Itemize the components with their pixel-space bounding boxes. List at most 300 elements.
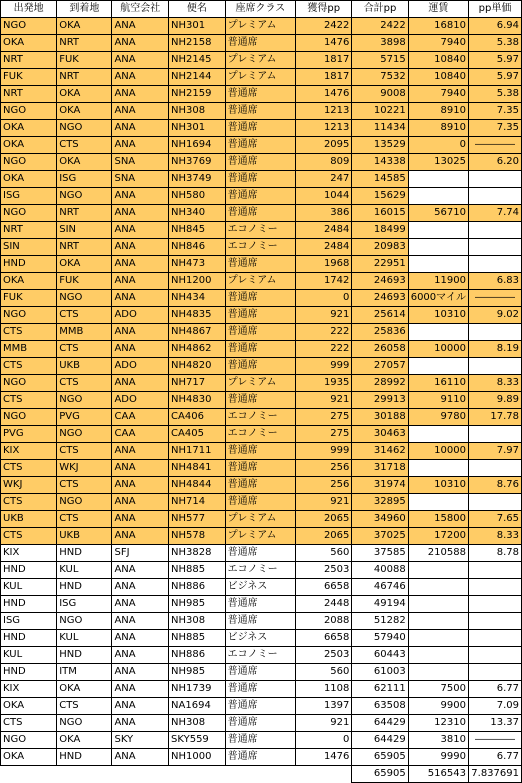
cell-earned-pp: 921 (296, 392, 352, 409)
table-row (1, 528, 522, 545)
cell-seat-class: 普通席 (225, 103, 295, 120)
cell-seat-class: 普通席 (225, 205, 295, 222)
table-row (1, 715, 522, 732)
cell-total-pp: 46746 (352, 579, 408, 596)
table-row (1, 630, 522, 647)
table-row (1, 664, 522, 681)
cell-fare: 7940 (408, 35, 468, 52)
cell-pp-unit-price (468, 222, 521, 239)
cell-fare (408, 171, 468, 188)
cell-seat-class: 普通席 (225, 732, 295, 749)
cell-airline: ANA (112, 239, 169, 256)
cell-flight-number: NH577 (169, 511, 226, 528)
cell-fare: 16810 (408, 18, 468, 35)
cell-fare: 13025 (408, 154, 468, 171)
cell-flight-number: NH985 (169, 596, 226, 613)
cell-origin: MMB (1, 341, 57, 358)
table-row (1, 256, 522, 273)
cell-flight-number: NH717 (169, 375, 226, 392)
cell-flight-number: NH4841 (169, 460, 226, 477)
cell-destination: NGO (57, 494, 112, 511)
cell-airline: ANA (112, 290, 169, 307)
cell-origin: ISG (1, 613, 57, 630)
cell-flight-number: NH3769 (169, 154, 226, 171)
cell-airline: ANA (112, 18, 169, 35)
cell-total-pp: 2422 (352, 18, 408, 35)
cell-earned-pp: 1935 (296, 375, 352, 392)
cell-flight-number: NH308 (169, 103, 226, 120)
blank-cell (225, 766, 295, 783)
cell-airline: ANA (112, 664, 169, 681)
cell-destination: NRT (57, 239, 112, 256)
cell-destination: UKB (57, 358, 112, 375)
cell-pp-unit-price (468, 494, 521, 511)
cell-pp-unit-price: ―――― (468, 732, 521, 749)
cell-airline: SFJ (112, 545, 169, 562)
cell-total-pp: 3898 (352, 35, 408, 52)
cell-origin: NGO (1, 154, 57, 171)
cell-seat-class: エコノミー (225, 239, 295, 256)
cell-origin: OKA (1, 749, 57, 766)
cell-flight-number: NH2158 (169, 35, 226, 52)
cell-fare (408, 664, 468, 681)
cell-origin: NGO (1, 205, 57, 222)
cell-flight-number: NH1694 (169, 137, 226, 154)
cell-earned-pp: 2503 (296, 647, 352, 664)
cell-earned-pp: 2065 (296, 511, 352, 528)
cell-fare (408, 222, 468, 239)
cell-total-pp: 65905 (352, 749, 408, 766)
cell-origin: NGO (1, 375, 57, 392)
cell-total-pp: 15629 (352, 188, 408, 205)
cell-seat-class: ビジネス (225, 579, 295, 596)
cell-destination: HND (57, 579, 112, 596)
cell-fare: 8910 (408, 120, 468, 137)
cell-origin: OKA (1, 120, 57, 137)
cell-earned-pp: 999 (296, 443, 352, 460)
cell-destination: KUL (57, 630, 112, 647)
total-pp-unit-price: 7.837691 (468, 766, 521, 783)
cell-earned-pp: 256 (296, 477, 352, 494)
table-row (1, 477, 522, 494)
cell-total-pp: 14338 (352, 154, 408, 171)
cell-total-pp: 26058 (352, 341, 408, 358)
cell-pp-unit-price (468, 239, 521, 256)
table-row (1, 392, 522, 409)
blank-cell (169, 766, 226, 783)
cell-earned-pp: 1742 (296, 273, 352, 290)
cell-origin: NGO (1, 732, 57, 749)
cell-airline: ADO (112, 358, 169, 375)
cell-destination: HND (57, 749, 112, 766)
cell-fare: 6000マイル (408, 290, 468, 307)
cell-fare (408, 596, 468, 613)
table-row (1, 222, 522, 239)
cell-pp-unit-price: 5.38 (468, 86, 521, 103)
cell-pp-unit-price: 5.97 (468, 52, 521, 69)
cell-total-pp: 9008 (352, 86, 408, 103)
cell-airline: ANA (112, 698, 169, 715)
table-row (1, 52, 522, 69)
cell-origin: NGO (1, 18, 57, 35)
cell-fare: 16110 (408, 375, 468, 392)
cell-total-pp: 5715 (352, 52, 408, 69)
cell-origin: FUK (1, 69, 57, 86)
cell-earned-pp: 2095 (296, 137, 352, 154)
cell-fare: 10840 (408, 69, 468, 86)
cell-seat-class: 普通席 (225, 86, 295, 103)
cell-total-pp: 16015 (352, 205, 408, 222)
cell-destination: OKA (57, 86, 112, 103)
cell-origin: KIX (1, 681, 57, 698)
cell-earned-pp: 2503 (296, 562, 352, 579)
cell-fare: 10000 (408, 443, 468, 460)
cell-total-pp: 61003 (352, 664, 408, 681)
cell-earned-pp: 1817 (296, 52, 352, 69)
cell-destination: NRT (57, 205, 112, 222)
cell-earned-pp: 560 (296, 545, 352, 562)
table-row (1, 494, 522, 511)
cell-flight-number: NH473 (169, 256, 226, 273)
cell-airline: ANA (112, 222, 169, 239)
cell-destination: NGO (57, 426, 112, 443)
cell-destination: OKA (57, 18, 112, 35)
table-row (1, 154, 522, 171)
cell-destination: NGO (57, 290, 112, 307)
cell-origin: KUL (1, 647, 57, 664)
cell-seat-class: プレミアム (225, 52, 295, 69)
cell-pp-unit-price: 9.02 (468, 307, 521, 324)
cell-destination: CTS (57, 511, 112, 528)
cell-seat-class: ビジネス (225, 630, 295, 647)
cell-earned-pp: 1044 (296, 188, 352, 205)
cell-origin: HND (1, 562, 57, 579)
cell-seat-class: 普通席 (225, 35, 295, 52)
cell-airline: ANA (112, 681, 169, 698)
cell-fare: 11900 (408, 273, 468, 290)
column-header-earned-pp: 獲得pp (296, 1, 352, 18)
table-row (1, 732, 522, 749)
cell-earned-pp: 2065 (296, 528, 352, 545)
cell-origin: UKB (1, 511, 57, 528)
cell-earned-pp: 275 (296, 426, 352, 443)
cell-origin: HND (1, 630, 57, 647)
cell-total-pp: 34960 (352, 511, 408, 528)
cell-pp-unit-price: 5.38 (468, 35, 521, 52)
table-row (1, 171, 522, 188)
cell-flight-number: NH886 (169, 647, 226, 664)
cell-airline: ANA (112, 477, 169, 494)
cell-origin: CTS (1, 358, 57, 375)
cell-airline: ANA (112, 86, 169, 103)
cell-airline: ANA (112, 511, 169, 528)
cell-total-pp: 27057 (352, 358, 408, 375)
cell-destination: CTS (57, 307, 112, 324)
cell-airline: SNA (112, 171, 169, 188)
cell-earned-pp: 2484 (296, 222, 352, 239)
cell-fare: 9990 (408, 749, 468, 766)
cell-pp-unit-price: 7.35 (468, 103, 521, 120)
cell-flight-number: NH3749 (169, 171, 226, 188)
cell-seat-class: エコノミー (225, 409, 295, 426)
cell-origin: KIX (1, 443, 57, 460)
cell-seat-class: 普通席 (225, 256, 295, 273)
cell-pp-unit-price: 6.94 (468, 18, 521, 35)
blank-cell (296, 766, 352, 783)
cell-origin: CTS (1, 494, 57, 511)
cell-pp-unit-price: 6.77 (468, 681, 521, 698)
cell-total-pp: 24693 (352, 273, 408, 290)
cell-pp-unit-price: 6.83 (468, 273, 521, 290)
cell-airline: ANA (112, 562, 169, 579)
cell-airline: ANA (112, 273, 169, 290)
cell-earned-pp: 921 (296, 494, 352, 511)
cell-fare (408, 630, 468, 647)
cell-seat-class: エコノミー (225, 426, 295, 443)
cell-seat-class: 普通席 (225, 137, 295, 154)
cell-total-pp: 60443 (352, 647, 408, 664)
cell-earned-pp: 1817 (296, 69, 352, 86)
cell-earned-pp: 2422 (296, 18, 352, 35)
cell-destination: FUK (57, 52, 112, 69)
cell-pp-unit-price: 8.78 (468, 545, 521, 562)
cell-origin: NRT (1, 86, 57, 103)
cell-total-pp: 49194 (352, 596, 408, 613)
cell-origin: NRT (1, 222, 57, 239)
cell-destination: OKA (57, 681, 112, 698)
cell-origin: CTS (1, 392, 57, 409)
table-row (1, 596, 522, 613)
cell-origin: SIN (1, 239, 57, 256)
cell-seat-class: 普通席 (225, 154, 295, 171)
cell-flight-number: CA405 (169, 426, 226, 443)
cell-earned-pp: 222 (296, 324, 352, 341)
cell-airline: ANA (112, 375, 169, 392)
cell-fare: 10000 (408, 341, 468, 358)
cell-fare (408, 239, 468, 256)
cell-fare (408, 188, 468, 205)
cell-pp-unit-price: ―――― (468, 290, 521, 307)
cell-destination: NGO (57, 120, 112, 137)
cell-pp-unit-price: 7.97 (468, 443, 521, 460)
cell-pp-unit-price (468, 613, 521, 630)
cell-seat-class: エコノミー (225, 562, 295, 579)
cell-pp-unit-price (468, 562, 521, 579)
cell-total-pp: 10221 (352, 103, 408, 120)
cell-pp-unit-price: 8.76 (468, 477, 521, 494)
cell-total-pp: 64429 (352, 732, 408, 749)
cell-total-pp: 22951 (352, 256, 408, 273)
cell-seat-class: 普通席 (225, 358, 295, 375)
cell-fare: 12310 (408, 715, 468, 732)
cell-seat-class: 普通席 (225, 681, 295, 698)
cell-flight-number: NH4867 (169, 324, 226, 341)
blank-cell (57, 766, 112, 783)
cell-origin: ISG (1, 188, 57, 205)
table-row (1, 188, 522, 205)
cell-pp-unit-price: 9.89 (468, 392, 521, 409)
cell-origin: HND (1, 664, 57, 681)
cell-total-pp: 62111 (352, 681, 408, 698)
column-header-destination: 到着地 (57, 1, 112, 18)
cell-fare: 10840 (408, 52, 468, 69)
table-row (1, 698, 522, 715)
cell-fare: 9780 (408, 409, 468, 426)
cell-fare: 15800 (408, 511, 468, 528)
cell-earned-pp: 1397 (296, 698, 352, 715)
table-row (1, 307, 522, 324)
cell-total-pp: 40088 (352, 562, 408, 579)
cell-total-pp: 51282 (352, 613, 408, 630)
cell-flight-number: NH301 (169, 18, 226, 35)
cell-seat-class: 普通席 (225, 545, 295, 562)
cell-pp-unit-price (468, 647, 521, 664)
cell-origin: KIX (1, 545, 57, 562)
cell-fare (408, 324, 468, 341)
cell-pp-unit-price: 8.33 (468, 528, 521, 545)
cell-earned-pp: 0 (296, 290, 352, 307)
table-row (1, 341, 522, 358)
table-row (1, 103, 522, 120)
blank-cell (112, 766, 169, 783)
cell-seat-class: プレミアム (225, 18, 295, 35)
cell-flight-number: NH434 (169, 290, 226, 307)
cell-fare (408, 460, 468, 477)
cell-airline: ANA (112, 460, 169, 477)
cell-pp-unit-price (468, 256, 521, 273)
cell-airline: ANA (112, 69, 169, 86)
cell-origin: CTS (1, 460, 57, 477)
table-row (1, 273, 522, 290)
cell-earned-pp: 6658 (296, 579, 352, 596)
cell-fare (408, 647, 468, 664)
cell-origin: HND (1, 596, 57, 613)
cell-earned-pp: 1213 (296, 120, 352, 137)
cell-destination: MMB (57, 324, 112, 341)
cell-airline: CAA (112, 409, 169, 426)
cell-fare: 17200 (408, 528, 468, 545)
cell-earned-pp: 1476 (296, 35, 352, 52)
cell-airline: ANA (112, 528, 169, 545)
cell-seat-class: プレミアム (225, 528, 295, 545)
cell-fare (408, 562, 468, 579)
cell-pp-unit-price: 8.19 (468, 341, 521, 358)
cell-fare: 10310 (408, 307, 468, 324)
column-header-pp-unit-price: pp単価 (468, 1, 521, 18)
cell-earned-pp: 2088 (296, 613, 352, 630)
cell-earned-pp: 1108 (296, 681, 352, 698)
cell-flight-number: NH846 (169, 239, 226, 256)
table-row (1, 749, 522, 766)
cell-fare (408, 358, 468, 375)
cell-airline: ANA (112, 443, 169, 460)
cell-flight-number: NH4830 (169, 392, 226, 409)
cell-flight-number: NH885 (169, 562, 226, 579)
cell-flight-number: NH1739 (169, 681, 226, 698)
cell-earned-pp: 2448 (296, 596, 352, 613)
table-row (1, 18, 522, 35)
cell-flight-number: NH1200 (169, 273, 226, 290)
cell-fare (408, 613, 468, 630)
cell-airline: SKY (112, 732, 169, 749)
cell-fare: 0 (408, 137, 468, 154)
cell-destination: NGO (57, 392, 112, 409)
cell-origin: OKA (1, 137, 57, 154)
cell-seat-class: 普通席 (225, 613, 295, 630)
cell-airline: ANA (112, 630, 169, 647)
cell-destination: OKA (57, 732, 112, 749)
cell-total-pp: 18499 (352, 222, 408, 239)
cell-seat-class: プレミアム (225, 273, 295, 290)
cell-earned-pp: 247 (296, 171, 352, 188)
cell-earned-pp: 1213 (296, 103, 352, 120)
cell-earned-pp: 921 (296, 307, 352, 324)
cell-airline: SNA (112, 154, 169, 171)
cell-total-pp: 31718 (352, 460, 408, 477)
cell-earned-pp: 1476 (296, 86, 352, 103)
cell-destination: HND (57, 545, 112, 562)
cell-seat-class: エコノミー (225, 222, 295, 239)
cell-earned-pp: 809 (296, 154, 352, 171)
cell-total-pp: 29913 (352, 392, 408, 409)
cell-seat-class: 普通席 (225, 171, 295, 188)
cell-pp-unit-price: 13.37 (468, 715, 521, 732)
cell-seat-class: 普通席 (225, 596, 295, 613)
cell-seat-class: 普通席 (225, 477, 295, 494)
cell-airline: ADO (112, 392, 169, 409)
cell-earned-pp: 560 (296, 664, 352, 681)
cell-seat-class: 普通席 (225, 494, 295, 511)
cell-pp-unit-price (468, 460, 521, 477)
cell-pp-unit-price: 7.09 (468, 698, 521, 715)
cell-origin: WKJ (1, 477, 57, 494)
cell-origin: CTS (1, 324, 57, 341)
cell-destination: NGO (57, 188, 112, 205)
cell-origin: NRT (1, 52, 57, 69)
cell-destination: NGO (57, 715, 112, 732)
cell-pp-unit-price (468, 579, 521, 596)
total-fare: 516543 (408, 766, 468, 783)
cell-flight-number: NH2145 (169, 52, 226, 69)
cell-earned-pp: 0 (296, 732, 352, 749)
cell-fare: 10310 (408, 477, 468, 494)
column-header-total-pp: 合計pp (352, 1, 408, 18)
cell-destination: FUK (57, 273, 112, 290)
cell-airline: CAA (112, 426, 169, 443)
cell-total-pp: 57940 (352, 630, 408, 647)
cell-pp-unit-price (468, 596, 521, 613)
column-header-seat-class: 座席クラス (225, 1, 295, 18)
table-row (1, 205, 522, 222)
cell-destination: SIN (57, 222, 112, 239)
cell-earned-pp: 921 (296, 715, 352, 732)
cell-pp-unit-price: 5.97 (468, 69, 521, 86)
cell-airline: ANA (112, 341, 169, 358)
header-row (1, 1, 522, 18)
cell-destination: NRT (57, 35, 112, 52)
cell-seat-class: 普通席 (225, 749, 295, 766)
cell-seat-class: 普通席 (225, 188, 295, 205)
cell-seat-class: 普通席 (225, 664, 295, 681)
cell-total-pp: 11434 (352, 120, 408, 137)
cell-flight-number: NH1711 (169, 443, 226, 460)
cell-fare: 8910 (408, 103, 468, 120)
cell-seat-class: 普通席 (225, 290, 295, 307)
cell-total-pp: 24693 (352, 290, 408, 307)
table-row (1, 137, 522, 154)
cell-destination: OKA (57, 154, 112, 171)
cell-origin: OKA (1, 35, 57, 52)
